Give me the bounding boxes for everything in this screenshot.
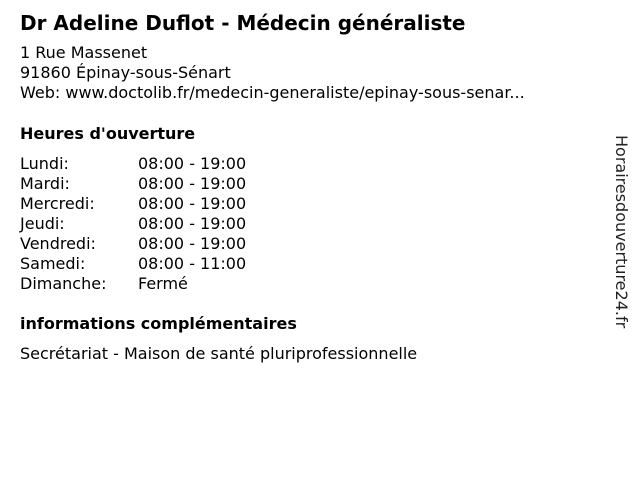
hours-row-jeudi xyxy=(20,214,320,234)
street-address: 1 Rue Massenet xyxy=(20,43,148,62)
additional-info-heading: informations complémentaires xyxy=(20,314,297,333)
time-value: 08:00 - 19:00 xyxy=(138,194,247,213)
time-value: 08:00 - 19:00 xyxy=(138,214,247,233)
hours-row-samedi xyxy=(20,254,320,274)
day-label: Jeudi: xyxy=(20,214,65,233)
time-value: 08:00 - 11:00 xyxy=(138,254,247,273)
day-label: Mercredi: xyxy=(20,194,95,213)
time-value: Fermé xyxy=(138,274,188,293)
day-label: Vendredi: xyxy=(20,234,96,253)
hours-row-vendredi xyxy=(20,234,320,254)
day-label: Mardi: xyxy=(20,174,70,193)
time-value: 08:00 - 19:00 xyxy=(138,174,247,193)
opening-hours-heading: Heures d'ouverture xyxy=(20,124,196,143)
opening-hours-table xyxy=(20,154,320,294)
day-label: Dimanche: xyxy=(20,274,107,293)
address-block xyxy=(20,43,525,103)
time-value: 08:00 - 19:00 xyxy=(138,234,247,253)
page-title: Dr Adeline Duflot - Médecin généraliste xyxy=(20,11,466,35)
hours-row-mercredi xyxy=(20,194,320,214)
site-watermark: Horairesdouverture24.fr xyxy=(612,135,631,329)
hours-row-mardi xyxy=(20,174,320,194)
hours-row-lundi xyxy=(20,154,320,174)
day-label: Samedi: xyxy=(20,254,86,273)
hours-row-dimanche xyxy=(20,274,320,294)
additional-info-text: Secrétariat - Maison de santé pluriprofessionnelle xyxy=(20,344,418,363)
website-link[interactable]: Web: www.doctolib.fr/medecin-generaliste/epinay-sous-senar... xyxy=(20,83,525,102)
day-label: Lundi: xyxy=(20,154,69,173)
city-postcode: 91860 Épinay-sous-Sénart xyxy=(20,63,231,82)
time-value: 08:00 - 19:00 xyxy=(138,154,247,173)
